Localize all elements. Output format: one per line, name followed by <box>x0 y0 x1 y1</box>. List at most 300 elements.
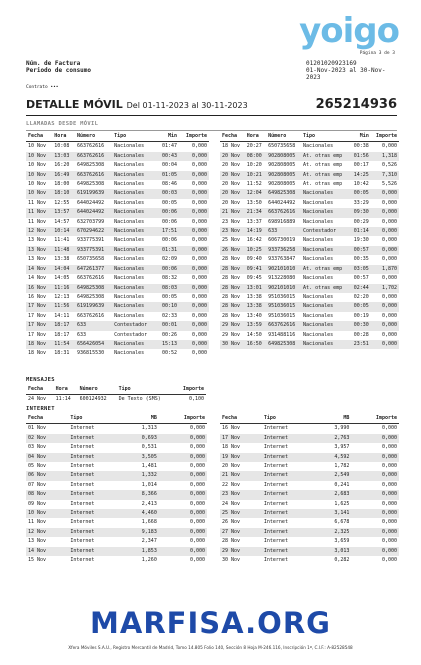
column-header: Fecha <box>26 132 52 142</box>
table-cell: 0,000 <box>189 481 205 488</box>
table-cell: 0,000 <box>191 143 207 150</box>
table-cell: 18 Nov <box>222 444 241 451</box>
table-cell: At. otras emp <box>303 181 343 188</box>
table-cell: Contestador <box>112 321 156 330</box>
table-cell: 0,000 <box>159 547 207 556</box>
table-row <box>220 171 399 180</box>
column-header: Importe <box>159 414 207 424</box>
table-cell: 10:21 <box>245 171 266 180</box>
table-cell: 08:46 <box>161 181 178 188</box>
table-cell: 13:50 <box>246 199 262 206</box>
table-cell: Internet <box>262 434 315 443</box>
table-cell: 0,000 <box>381 557 397 564</box>
table-cell: 663762616 <box>77 312 105 319</box>
detalle-header <box>26 97 397 113</box>
table-row <box>220 453 399 462</box>
table-row <box>220 500 399 509</box>
table-cell: 00:43 <box>156 152 179 161</box>
table-cell: Nacionales <box>114 312 145 319</box>
table-cell: Internet <box>263 444 288 451</box>
table-cell: 9,183 <box>122 528 159 537</box>
table-cell: 649825308 <box>77 293 105 300</box>
table-row <box>26 293 209 302</box>
table-cell: 09:40 <box>246 256 262 263</box>
table-row <box>220 434 399 443</box>
table-cell: 0,000 <box>381 218 397 225</box>
table-cell: 02:44 <box>349 284 370 293</box>
table-cell: 28 Nov <box>222 312 241 319</box>
table-cell: 00:01 <box>156 321 179 330</box>
table-cell: 0,000 <box>179 321 209 330</box>
table-cell: 30 Nov <box>220 340 245 349</box>
table-cell: 1,260 <box>141 557 157 564</box>
table-cell: 0,000 <box>371 208 399 217</box>
table-cell: 11:14 <box>55 396 71 403</box>
table-cell: 902808005 <box>266 171 301 180</box>
table-cell: 18:17 <box>54 331 70 338</box>
table-row <box>26 218 209 227</box>
column-header: Hora <box>54 385 78 395</box>
table-cell: 09:41 <box>245 265 266 274</box>
table-cell: Nacionales <box>303 237 334 244</box>
column-header: Min <box>349 132 370 142</box>
table-cell: 00:04 <box>161 162 178 169</box>
table-cell: 00:05 <box>161 293 178 300</box>
table-cell: 11 Nov <box>28 218 47 225</box>
table-row <box>220 490 399 499</box>
header-labels <box>26 60 91 74</box>
column-header: Tipo <box>68 414 122 424</box>
table-cell: 12 Nov <box>26 227 52 236</box>
table-cell: Internet <box>70 557 95 564</box>
table-cell: 0,000 <box>191 331 207 338</box>
table-cell: 14 Nov <box>26 265 52 274</box>
table-cell: 08:32 <box>161 275 178 282</box>
table-cell: Contestador <box>114 331 148 338</box>
table-cell: 22 Nov <box>222 481 241 488</box>
internet-table-right <box>220 414 399 566</box>
table-cell: 0,000 <box>191 181 207 188</box>
table-cell: 00:38 <box>353 143 369 150</box>
table-row <box>220 302 399 311</box>
table-row <box>26 471 207 480</box>
table-cell: 11:41 <box>54 237 70 244</box>
table-header-row <box>26 132 209 142</box>
table-row <box>220 547 399 556</box>
table-row <box>26 142 209 152</box>
table-cell: 17:51 <box>156 227 179 236</box>
table-cell: 14:50 <box>246 331 262 338</box>
table-cell: 20 Nov <box>222 199 241 206</box>
table-cell: Nacionales <box>303 331 334 338</box>
yoigo-logo: yoigo <box>299 11 399 51</box>
table-cell: 0,000 <box>191 237 207 244</box>
table-cell: 11:52 <box>246 181 262 188</box>
table-cell: 0,000 <box>381 312 397 319</box>
table-cell: 0,000 <box>381 256 397 263</box>
column-header: Importe <box>371 132 399 142</box>
table-row <box>220 462 399 471</box>
table-cell: 0,000 <box>351 509 399 518</box>
table-cell: 649825308 <box>77 162 105 169</box>
table-cell: 10:08 <box>54 143 70 150</box>
table-cell: 0,000 <box>351 453 399 462</box>
column-header: Hora <box>52 132 75 142</box>
table-cell: 0,000 <box>179 265 209 274</box>
table-cell: 1,870 <box>371 265 399 274</box>
table-cell: 00:26 <box>161 331 178 338</box>
table-cell: 20:27 <box>246 143 262 150</box>
table-cell: 933775391 <box>77 237 105 244</box>
table-cell: Internet <box>262 509 315 518</box>
table-cell: 11 Nov <box>28 519 47 526</box>
table-row <box>26 321 209 330</box>
table-cell: 20 Nov <box>222 181 241 188</box>
table-row <box>220 556 399 565</box>
table-cell: 3,957 <box>334 444 350 451</box>
table-cell: Internet <box>70 444 95 451</box>
calls-table-right <box>220 132 399 349</box>
table-row <box>220 518 399 527</box>
table-row <box>220 537 399 546</box>
table-cell: Nacionales <box>112 152 156 161</box>
table-cell: 0,000 <box>351 528 399 537</box>
table-cell: 16 Nov <box>26 284 52 293</box>
table-cell: Internet <box>263 425 288 432</box>
table-cell: Nacionales <box>114 293 145 300</box>
table-cell: Nacionales <box>114 275 145 282</box>
table-header-row <box>26 385 206 395</box>
table-row <box>220 312 399 321</box>
table-row <box>26 340 209 349</box>
table-cell: 00:05 <box>161 199 178 206</box>
detalle-period: Del 01-11-2023 al 30-11-2023 <box>126 101 248 110</box>
table-cell: 0,000 <box>351 490 399 499</box>
table-cell: 18 Nov <box>28 350 47 357</box>
llamadas-section-title: LLAMADAS DESDE MÓVIL <box>26 121 99 127</box>
table-cell: 633 <box>77 331 87 338</box>
table-cell: 09:45 <box>246 275 262 282</box>
column-header: Número <box>78 385 117 395</box>
table-cell: 936815530 <box>77 350 105 357</box>
column-header: Importe <box>174 385 206 395</box>
column-header: Tipo <box>117 385 175 395</box>
table-cell: 644024492 <box>268 199 296 206</box>
table-cell: 00:06 <box>161 218 178 225</box>
column-header: Tipo <box>301 132 349 142</box>
table-cell: 07 Nov <box>28 481 47 488</box>
table-cell: 16:20 <box>54 162 70 169</box>
table-cell: 0,000 <box>381 463 397 470</box>
table-cell: 606730019 <box>268 237 296 244</box>
table-cell: 02:09 <box>161 256 178 263</box>
table-row <box>220 236 399 245</box>
table-cell: Nacionales <box>301 302 349 311</box>
table-cell: 0,000 <box>179 246 209 255</box>
table-cell: 647261377 <box>75 265 112 274</box>
table-row <box>26 312 209 321</box>
table-cell: Internet <box>68 471 122 480</box>
table-cell: 24 Nov <box>222 500 241 507</box>
table-cell: 14:04 <box>52 265 75 274</box>
table-cell: 0,000 <box>371 189 399 198</box>
table-row <box>220 246 399 255</box>
table-cell: 10 Nov <box>26 189 52 198</box>
table-cell: 16:50 <box>245 340 266 349</box>
table-cell: 0,000 <box>159 490 207 499</box>
table-cell: 663762616 <box>77 275 105 282</box>
table-row <box>220 199 399 208</box>
header-values <box>306 60 397 81</box>
table-cell: 21 Nov <box>220 471 262 480</box>
table-cell: 04 Nov <box>26 453 68 462</box>
table-cell: 951036015 <box>268 312 296 319</box>
table-cell: 4,592 <box>315 453 351 462</box>
table-cell: 0,000 <box>179 208 209 217</box>
table-cell: 13 Nov <box>26 246 52 255</box>
table-row <box>220 293 399 302</box>
table-header-row <box>26 414 207 424</box>
table-cell: Nacionales <box>114 199 145 206</box>
table-cell: 20 Nov <box>222 162 241 169</box>
table-cell: 0,000 <box>159 509 207 518</box>
table-row <box>220 180 399 189</box>
table-row <box>220 274 399 283</box>
table-cell: 19 Nov <box>220 453 262 462</box>
table-cell: 1,313 <box>141 425 157 432</box>
table-cell: 1,625 <box>334 500 350 507</box>
table-row <box>26 302 209 311</box>
table-cell: 670294622 <box>75 227 112 236</box>
table-cell: 633 <box>266 227 301 236</box>
table-cell: 0,000 <box>371 246 399 255</box>
table-cell: 13 Nov <box>28 237 47 244</box>
table-cell: 15:13 <box>156 340 179 349</box>
table-cell: 01:56 <box>349 152 370 161</box>
table-row <box>26 462 207 471</box>
table-cell: 28 Nov <box>222 256 241 263</box>
table-row <box>220 528 399 537</box>
table-cell: Internet <box>70 538 95 545</box>
table-cell: 663762616 <box>75 171 112 180</box>
table-cell: 2,347 <box>141 538 157 545</box>
table-cell: Nacionales <box>112 171 156 180</box>
table-row <box>26 490 207 499</box>
phone-number: 265214936 <box>315 97 397 112</box>
table-cell: 0,000 <box>191 256 207 263</box>
table-cell: 0,000 <box>179 189 209 198</box>
table-cell: 17 Nov <box>28 331 47 338</box>
table-cell: Internet <box>70 519 95 526</box>
table-row <box>26 528 207 537</box>
table-cell: 00:30 <box>349 321 370 330</box>
table-row <box>220 218 399 227</box>
table-cell: 12 Nov <box>26 528 68 537</box>
table-cell: 21 Nov <box>220 208 245 217</box>
table-row <box>26 180 209 189</box>
table-row <box>26 246 209 255</box>
table-row <box>26 547 207 556</box>
internet-section-title: INTERNET <box>26 406 55 412</box>
periodo-value: 01-Nov-2023 al 30-Nov-2023 <box>306 67 386 81</box>
table-cell: Nacionales <box>112 189 156 198</box>
table-row <box>26 500 207 509</box>
table-cell: 13 Nov <box>28 538 47 545</box>
table-header-row <box>220 414 399 424</box>
table-cell: 02:20 <box>353 293 369 300</box>
table-cell: 0,000 <box>189 519 205 526</box>
table-cell: 11:56 <box>52 302 75 311</box>
table-cell: 644024492 <box>75 208 112 217</box>
table-cell: 2,763 <box>315 434 351 443</box>
table-cell: 00:29 <box>353 218 369 225</box>
table-cell: 0,000 <box>381 425 397 432</box>
table-cell: 26 Nov <box>222 519 241 526</box>
table-cell: Nacionales <box>112 265 156 274</box>
table-row <box>26 284 209 293</box>
table-cell: 10:20 <box>246 162 262 169</box>
table-cell: 27 Nov <box>220 528 262 537</box>
mensajes-section-title: MENSAJES <box>26 377 55 383</box>
table-cell: 0,000 <box>371 227 399 236</box>
table-cell: 3,659 <box>334 538 350 545</box>
table-cell: 16 Nov <box>222 425 241 432</box>
table-cell: Internet <box>263 519 288 526</box>
table-cell: 0,000 <box>191 293 207 300</box>
table-cell: 698916889 <box>268 218 296 225</box>
table-row <box>26 199 209 208</box>
table-cell: 13:59 <box>245 321 266 330</box>
table-cell: 10 Nov <box>26 509 68 518</box>
table-cell: Nacionales <box>114 237 145 244</box>
table-cell: 0,000 <box>189 557 205 564</box>
table-cell: Nacionales <box>114 181 145 188</box>
table-row <box>220 255 399 264</box>
table-cell: 0,000 <box>381 519 397 526</box>
table-row <box>220 208 399 217</box>
table-cell: 23:51 <box>349 340 370 349</box>
table-cell: 600124932 <box>79 396 107 403</box>
table-cell: 00:17 <box>353 162 369 169</box>
table-cell: 0,000 <box>189 444 205 451</box>
table-row <box>26 424 207 434</box>
table-cell: 8,366 <box>122 490 159 499</box>
column-header: Fecha <box>26 385 54 395</box>
table-cell: 08:03 <box>156 284 179 293</box>
table-cell: Nacionales <box>303 293 334 300</box>
table-cell: 10:25 <box>245 246 266 255</box>
table-cell: 20 Nov <box>220 152 245 161</box>
table-cell: 902101010 <box>266 284 301 293</box>
table-cell: At. otras emp <box>301 152 349 161</box>
column-header: Hora <box>245 132 266 142</box>
table-cell: 0,000 <box>381 481 397 488</box>
column-header: MB <box>315 414 351 424</box>
table-cell: 0,693 <box>122 434 159 443</box>
column-header: Número <box>75 132 112 142</box>
table-row <box>26 349 209 358</box>
table-cell: 3,990 <box>334 425 350 432</box>
table-cell: 14:25 <box>349 171 370 180</box>
table-cell: 02:33 <box>161 312 178 319</box>
table-row <box>26 265 209 274</box>
table-cell: 650735658 <box>268 143 296 150</box>
table-cell: 951036015 <box>266 302 301 311</box>
table-row <box>26 236 209 245</box>
table-cell: 0,000 <box>381 331 397 338</box>
table-cell: 0,000 <box>371 340 399 349</box>
table-cell: 0,000 <box>191 312 207 319</box>
table-cell: 29 Nov <box>222 331 241 338</box>
factura-number: 01201020923169 <box>306 60 357 67</box>
table-cell: 18:00 <box>54 181 70 188</box>
table-cell: 2,683 <box>315 490 351 499</box>
watermark: MARFISA.ORG <box>90 606 331 640</box>
table-cell: 913228080 <box>268 275 296 282</box>
table-cell: 09:30 <box>349 208 370 217</box>
table-cell: 902101010 <box>266 265 301 274</box>
column-header: MB <box>122 414 159 424</box>
table-cell: 0,000 <box>381 444 397 451</box>
table-cell: Nacionales <box>112 208 156 217</box>
table-cell: 16 Nov <box>28 293 47 300</box>
internet-table-left <box>26 414 207 566</box>
table-cell: Internet <box>70 463 95 470</box>
table-cell: 21:34 <box>245 208 266 217</box>
table-cell: 0,000 <box>189 463 205 470</box>
divider <box>26 115 397 116</box>
table-cell: 03 Nov <box>28 444 47 451</box>
table-cell: 1,318 <box>371 152 399 161</box>
table-cell: 5,526 <box>381 181 397 188</box>
table-cell: Internet <box>262 547 315 556</box>
column-header: Fecha <box>220 414 262 424</box>
detalle-title-text: DETALLE MÓVIL <box>26 98 123 111</box>
table-row <box>26 453 207 462</box>
table-cell: 18 Nov <box>222 143 241 150</box>
table-cell: 05 Nov <box>28 463 47 470</box>
table-cell: 0,000 <box>381 143 397 150</box>
table-cell: 13:40 <box>246 312 262 319</box>
table-cell: Nacionales <box>112 246 156 255</box>
table-row <box>220 142 399 152</box>
label-factura: Núm. de Factura <box>26 60 81 67</box>
table-row <box>26 537 207 546</box>
table-cell: 01:31 <box>156 246 179 255</box>
table-cell: 0,000 <box>381 293 397 300</box>
divider <box>26 130 397 131</box>
table-cell: 10:42 <box>353 181 369 188</box>
table-row <box>220 331 399 340</box>
table-cell: 28 Nov <box>222 538 241 545</box>
table-header-row <box>220 132 399 142</box>
table-row <box>220 443 399 452</box>
table-row <box>220 161 399 170</box>
table-cell: Internet <box>70 500 95 507</box>
table-cell: 00:06 <box>161 237 178 244</box>
table-cell: 10:14 <box>52 227 75 236</box>
table-cell: 00:05 <box>349 189 370 198</box>
table-cell: 0,282 <box>334 557 350 564</box>
table-cell: 13 Nov <box>28 256 47 263</box>
table-cell: 17 Nov <box>28 312 47 319</box>
table-cell: 00:03 <box>156 189 179 198</box>
table-row <box>220 227 399 236</box>
table-cell: 01:14 <box>349 227 370 236</box>
table-cell: Nacionales <box>303 275 334 282</box>
table-cell: 13:37 <box>246 218 262 225</box>
table-cell: 13:38 <box>54 256 70 263</box>
